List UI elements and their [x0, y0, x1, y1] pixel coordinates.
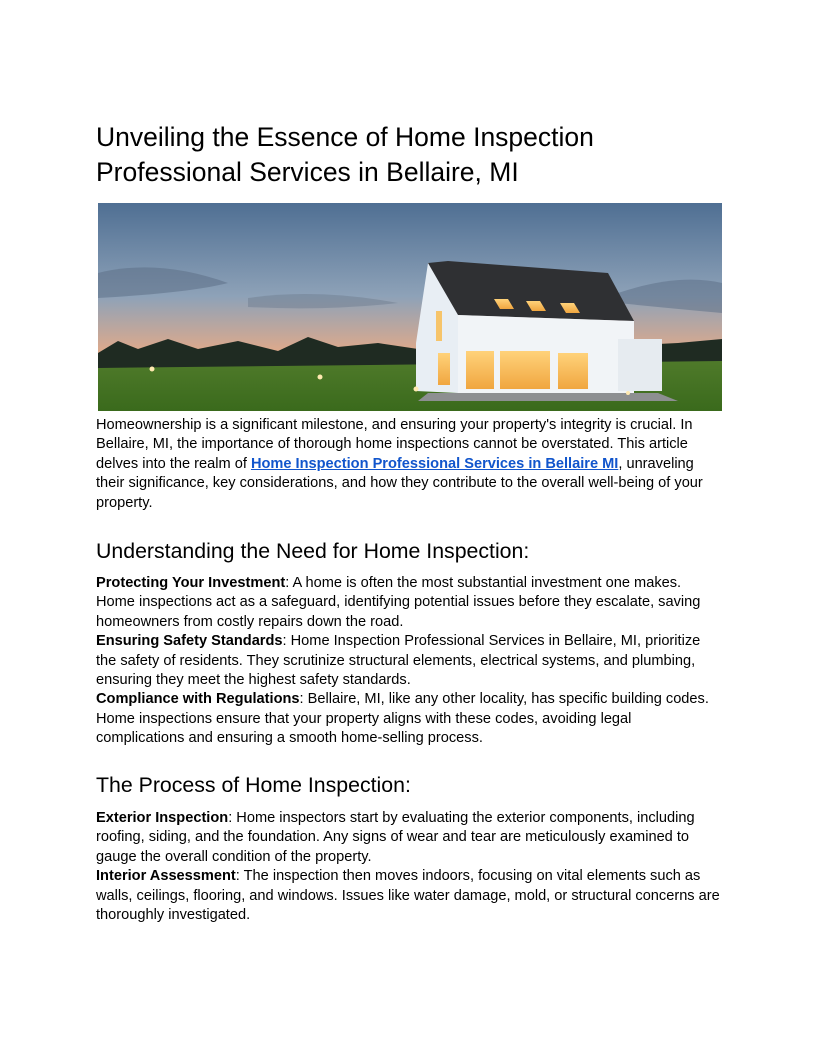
section-body-process [96, 809, 720, 925]
section-heading-need: Understanding the Need for Home Inspection: [96, 539, 530, 563]
item-term: Protecting Your Investment [96, 575, 286, 591]
item-term: Interior Assessment [96, 868, 236, 885]
intro-text-after-link: , unraveling their significance, key considerations, and how they contribute to the overall well-being of your property. [96, 455, 703, 511]
page-title: Unveiling the Essence of Home Inspection Professional Services in Bellaire, MI [96, 122, 594, 187]
item-text: : A home is often the most substantial investment one makes. Home inspections act as a safeguard, identifying potential issues before they escalate, saving homeowners from costly repairs down the road. [96, 575, 701, 630]
item-term: Compliance with Regulations [96, 691, 300, 708]
intro-text-before-link: Homeownership is a significant milestone, and ensuring your property's integrity is crucial. In Bellaire, MI, the importance of thorough home inspections cannot be overstated. This article delves into the realm of [96, 417, 693, 472]
section-body-need [96, 574, 720, 749]
hero-image [98, 203, 722, 411]
section-heading-process: The Process of Home Inspection: [96, 773, 411, 797]
item-term: Ensuring Safety Standards [96, 633, 283, 650]
item-text: : Home inspectors start by evaluating the exterior components, including roofing, siding, and the foundation. Any signs of wear and tear are meticulously examined to gauge the overall condition of the property. [96, 810, 695, 865]
item-text: : Home Inspection Professional Services in Bellaire, MI, prioritize the safety of residents. They scrutinize structural elements, electrical systems, and plumbing, ensuring they meet the highest safety standards. [96, 633, 701, 689]
home-inspection-services-link[interactable]: Home Inspection Professional Services in Bellaire MI [250, 455, 619, 472]
item-text: : The inspection then moves indoors, focusing on vital elements such as walls, ceilings, flooring, and windows. Issues like water damage, mold, or structural concerns are thoroughly investigated. [96, 868, 720, 924]
item-text: : Bellaire, MI, like any other locality, has specific building codes. Home inspections ensure that your property aligns with these codes, avoiding legal complications and ensuring a smooth home-selling process. [96, 691, 709, 747]
item-term: Exterior Inspection [96, 810, 229, 826]
intro-paragraph [96, 416, 720, 513]
